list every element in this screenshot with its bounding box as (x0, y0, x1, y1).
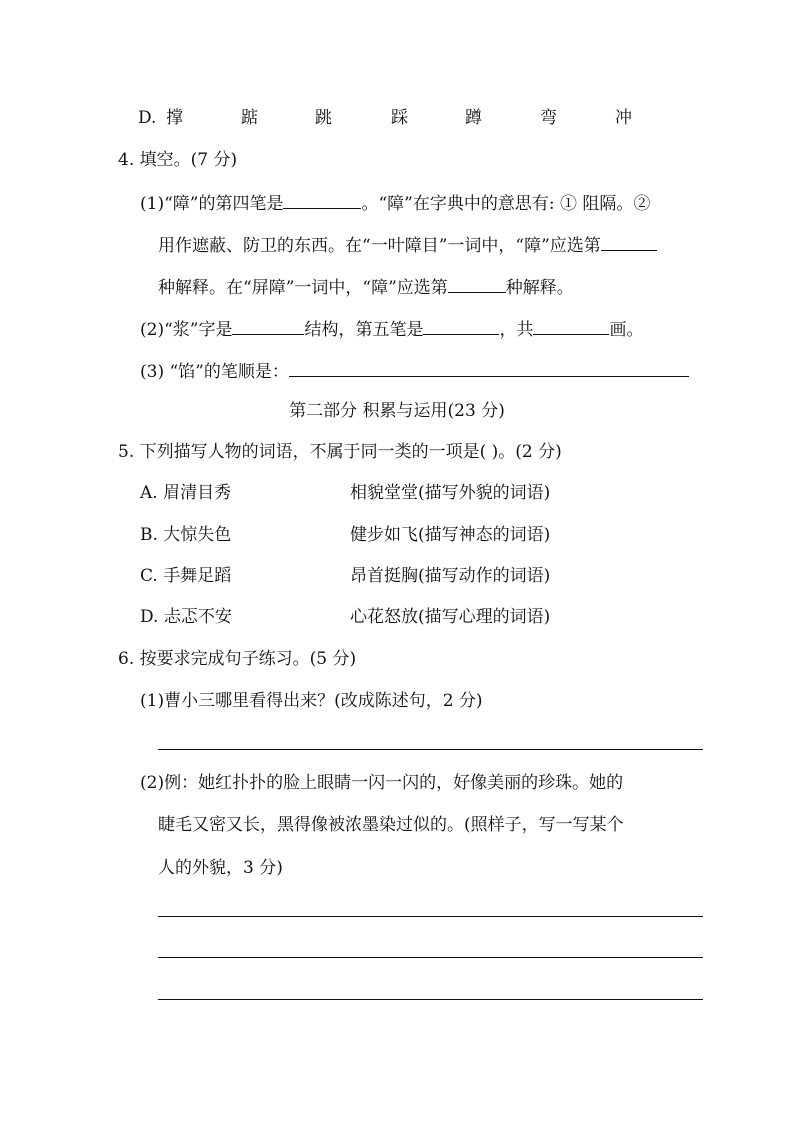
q4-part1-text-b: 。“障”在字典中的意思有: ① 阻隔。② (361, 194, 651, 214)
answer-blank[interactable] (533, 317, 609, 335)
option-right-word: 健步如飞(描写神态的词语) (350, 525, 551, 545)
option-right-word: 相貌堂堂(描写外貌的词语) (350, 483, 551, 503)
q4-part2-text-c: ，共 (499, 320, 534, 340)
answer-blank[interactable] (289, 359, 689, 377)
question-6-part-2-line-1: (2)例：她红扑扑的脸上眼睛一闪一闪的，好像美丽的珍珠。她的 (140, 773, 624, 793)
option-right-word: 昂首挺胸(描写动作的词语) (350, 566, 551, 586)
option-left-word: C. 手舞足蹈 (140, 566, 232, 586)
answer-blank[interactable] (448, 275, 506, 293)
q4-part2-text-d: 画。 (609, 320, 644, 340)
option-d-char: 蹲 (465, 108, 482, 128)
question-4-part-2 (140, 317, 643, 341)
question-6-part-1: (1)曹小三哪里看得出来？(改成陈述句，2 分) (140, 691, 483, 711)
question-4-part-1-line-2 (158, 233, 657, 257)
option-left-word: A. 眉清目秀 (140, 483, 232, 503)
option-left-word: D. 忐忑不安 (140, 607, 232, 627)
question-6-part-2-line-3: 人的外貌，3 分) (158, 858, 283, 878)
question-6-part-2-line-2: 睫毛又密又长，黑得像被浓墨染过似的。(照样子，写一写某个 (158, 815, 624, 835)
option-d-char: 冲 (615, 108, 632, 128)
question-4-part-1-line-3 (158, 275, 574, 299)
option-d-char: 弯 (540, 108, 557, 128)
question-4-part-3 (140, 359, 689, 383)
question-4-title: 4. 填空。(7 分) (118, 150, 238, 170)
option-d-char: 踩 (391, 108, 408, 128)
answer-blank[interactable] (423, 317, 499, 335)
question-4-part-1-line-1 (140, 191, 650, 215)
answer-line[interactable] (158, 957, 703, 958)
question-5-title: 5. 下列描写人物的词语，不属于同一类的一项是( )。(2 分) (118, 442, 562, 462)
answer-line[interactable] (158, 749, 703, 750)
answer-line[interactable] (158, 916, 703, 917)
question-6-title: 6. 按要求完成句子练习。(5 分) (118, 649, 357, 669)
q4-part2-text-b: 结构，第五笔是 (304, 320, 424, 340)
q4-part2-text-a: (2)“浆”字是 (140, 320, 233, 340)
option-d-char: 踮 (241, 108, 258, 128)
section-2-title: 第二部分 积累与运用(23 分) (289, 401, 505, 421)
q4-part1-text-c: 用作遮蔽、防卫的东西。在“一叶障目”一词中，“障”应选第 (158, 236, 601, 256)
option-d-row (0, 107, 794, 129)
answer-blank[interactable] (601, 233, 657, 251)
option-d-char: 撑 (166, 108, 183, 128)
option-right-word: 心花怒放(描写心理的词语) (350, 607, 551, 627)
option-d-char: 跳 (315, 108, 332, 128)
q4-part1-text-d: 种解释。在“屏障”一词中，“障”应选第 (158, 278, 448, 298)
q4-part1-text-e: 种解释。 (505, 278, 574, 298)
answer-blank[interactable] (283, 191, 361, 209)
option-left-word: B. 大惊失色 (140, 525, 232, 545)
answer-blank[interactable] (232, 317, 304, 335)
answer-line[interactable] (158, 999, 703, 1000)
option-d-label: D. (138, 108, 157, 128)
q4-part3-text: (3) “馅”的笔顺是： (140, 362, 289, 382)
q4-part1-text-a: (1)“障”的第四笔是 (140, 194, 284, 214)
